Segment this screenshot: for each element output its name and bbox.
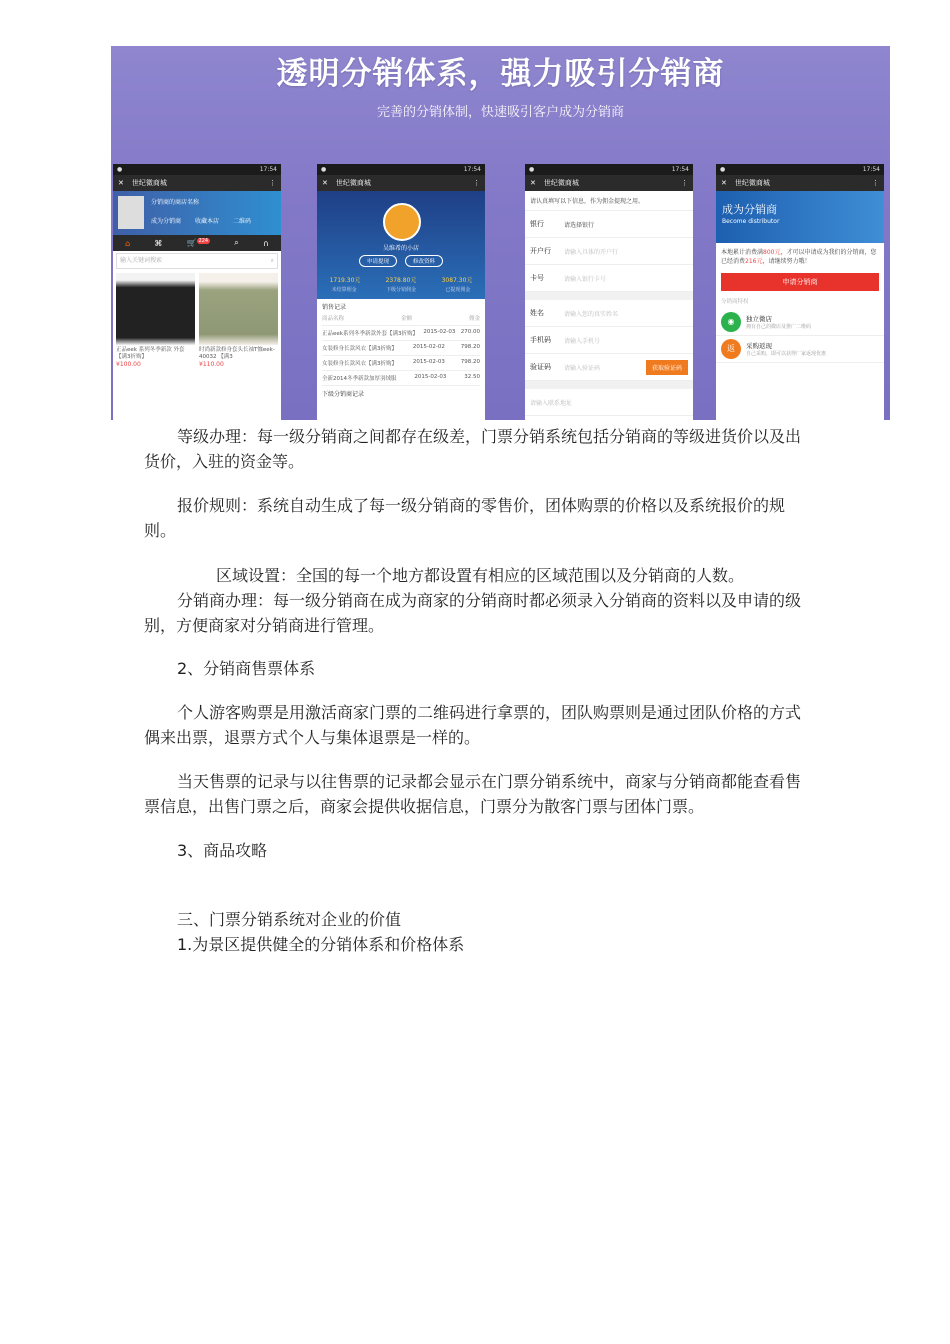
banner-subtitle: 完善的分销体制，快速吸引客户成为分销商 (376, 105, 624, 120)
paragraph-ticket-purchase: 个人游客购票是用激活商家门票的二维码进行拿票的，团队购票则是通过团队价格的方式偶来出票，退票方式个人与集体退票是一样的。 (144, 703, 802, 747)
heading-value: 三、门票分销系统对企业的价值 (177, 910, 402, 929)
product-card: 时尚新款修身套头长袖T恤eek-40032 【满3 ¥110.00 (199, 273, 278, 368)
app-bar: ✕ 世纪微商城 ⋮ (525, 175, 693, 191)
status-bar: ● 17:54 (716, 164, 884, 175)
search-icon: ⌕ (234, 238, 239, 247)
paragraph-value-1: 1.为景区提供健全的分销体系和价格体系 (177, 935, 465, 954)
list-item: 正品eek系列冬季新款外套【满3折购】 2015-02-03 270.00 (322, 326, 480, 341)
more-vertical-icon: ⋮ (473, 179, 480, 187)
close-icon: ✕ (721, 179, 727, 187)
search-icon: ⌕ (270, 257, 274, 264)
status-bar: ● 17:54 (113, 164, 281, 175)
sales-record-list: 销售记录 商品名称 金额 佣金 正品eek系列冬季新款外套【满3折购】 2015-02-03 270.00 女装修身长款风衣【满3折购】 2015-02-02 798.20 女装修身长款风衣【满3折购】 2015-02-03 798.20 全新2014冬季新款加厚羽绒服 2015-02-03 32.50 下级分销商记录 (322, 304, 480, 398)
phone-screen-store (113, 164, 281, 420)
product-card: 正品eek 系列冬季新款 外套 【满3折购】 ¥100.00 (116, 273, 195, 368)
apply-distributor-button: 申请分销商 (721, 273, 879, 291)
eligibility-notice: 本地累计消费满800元，才可以申请成为我们的分销商，您已经消费216元，请继续努力哦！ (721, 249, 877, 265)
close-icon: ✕ (530, 179, 536, 187)
store-nav (113, 235, 281, 251)
status-bar: ● 17:54 (317, 164, 485, 175)
status-bar: ● 17:54 (525, 164, 693, 175)
category-icon: ⌘ (154, 238, 163, 248)
branch-field: 开户行 请输入具体的开户行 (525, 238, 693, 265)
card-number-field: 卡号 请输入银行卡号 (525, 265, 693, 292)
user-icon: ∩ (262, 238, 269, 248)
phone-screen-bank-form: ● 17:54 ✕ 世纪微商城 ⋮ 请认真填写以下信息，作为佣金提现之用。 银行 请选择银行 开户行 请输入具体的开户行 卡号 请输入银行卡号 姓名 请输入您的真实姓名 手机码 请输入手机号 验证码 请输入验证码 获取验证码 请输入联系地址 (525, 164, 693, 420)
shop-icon: ◉ (721, 312, 741, 332)
home-icon: ⌂ (125, 238, 131, 248)
paragraph-region: 区域设置：全国的每一个地方都设置有相应的区域范围以及分销商的人数。 (216, 566, 745, 585)
withdraw-button: 申请提现 (359, 255, 397, 267)
list-item: 女装修身长款风衣【满3折购】 2015-02-02 798.20 (322, 341, 480, 356)
heading-ticket-system: 2、分销商售票体系 (177, 659, 316, 678)
get-code-button: 获取验证码 (646, 360, 688, 375)
list-item: ◉ 独立微店 拥有自己的微店及推广二维码 (716, 309, 884, 336)
paragraph-level: 等级办理：每一级分销商之间都存在级差，门票分销系统包括分销商的等级进货价以及出货价，入驻的资金等。 (144, 427, 802, 471)
product-image (116, 273, 195, 345)
phone-screen-become-distributor: ● 17:54 ✕ 世纪微商城 ⋮ 成为分销商 Become distributor 本地累计消费满800元，才可以申请成为我们的分销商，您已经消费216元，请继续努力哦！ 申请分销商 分销商特权 ◉ 独立微店 拥有自己的微店及推广二维码 返 采购返现 自己采购，即可以获得厂家返现优惠 (716, 164, 884, 420)
cart-icon: 🛒 $^{224}$ (186, 238, 209, 248)
edit-profile-button: 修改资料 (405, 255, 443, 267)
distributor-header: 吴维希的小店 申请提现 修改资料 1719.30元 2378.80元 3087.30元 未结算佣金 下级分销佣金 已提现佣金 (317, 191, 485, 299)
store-avatar (118, 196, 144, 229)
name-field: 姓名 请输入您的真实姓名 (525, 300, 693, 327)
store-header: 分销商的商店名称 成为分销商 收藏本店 二维码 (113, 191, 281, 235)
list-item: 女装修身长款风衣【满3折购】 2015-02-03 798.20 (322, 356, 480, 371)
distribution-banner-image (111, 46, 890, 420)
close-icon: ✕ (118, 179, 124, 187)
app-bar: ✕ 世纪微商城 ⋮ (113, 175, 281, 191)
phone-field: 手机码 请输入手机号 (525, 327, 693, 354)
app-bar: ✕ 世纪微商城 ⋮ (317, 175, 485, 191)
verify-code-field: 验证码 请输入验证码 获取验证码 (525, 354, 693, 381)
become-distributor-hero: 成为分销商 Become distributor (716, 191, 884, 243)
store-search: 输入关键词搜索 ⌕ (116, 253, 278, 269)
list-item: 全新2014冬季新款加厚羽绒服 2015-02-03 32.50 (322, 371, 480, 386)
address-field: 请输入联系地址 (525, 389, 693, 416)
avatar (383, 203, 421, 241)
banner-title: 透明分销体系，强力吸引分销商 (276, 56, 725, 92)
cashback-icon: 返 (721, 339, 741, 359)
paragraph-distributor: 分销商办理：每一级分销商在成为商家的分销商时都必须录入分销商的资料以及申请的级别，方便商家对分销商进行管理。 (144, 591, 802, 635)
phone-screen-distributor-center (317, 164, 485, 420)
more-vertical-icon: ⋮ (681, 179, 688, 187)
heading-goods: 3、商品攻略 (177, 841, 268, 860)
bank-field: 银行 请选择银行 (525, 211, 693, 238)
app-bar: ✕ 世纪微商城 ⋮ (716, 175, 884, 191)
more-vertical-icon: ⋮ (269, 179, 276, 187)
list-item: 返 采购返现 自己采购，即可以获得厂家返现优惠 (716, 336, 884, 363)
product-image (199, 273, 278, 345)
more-vertical-icon: ⋮ (872, 179, 879, 187)
close-icon: ✕ (322, 179, 328, 187)
paragraph-ticket-records: 当天售票的记录与以往售票的记录都会显示在门票分销系统中，商家与分销商都能查看售票信息，出售门票之后，商家会提供收据信息，门票分为散客门票与团体门票。 (144, 772, 802, 816)
paragraph-price-rules: 报价规则：系统自动生成了每一级分销商的零售价，团体购票的价格以及系统报价的规则。 (144, 496, 786, 540)
